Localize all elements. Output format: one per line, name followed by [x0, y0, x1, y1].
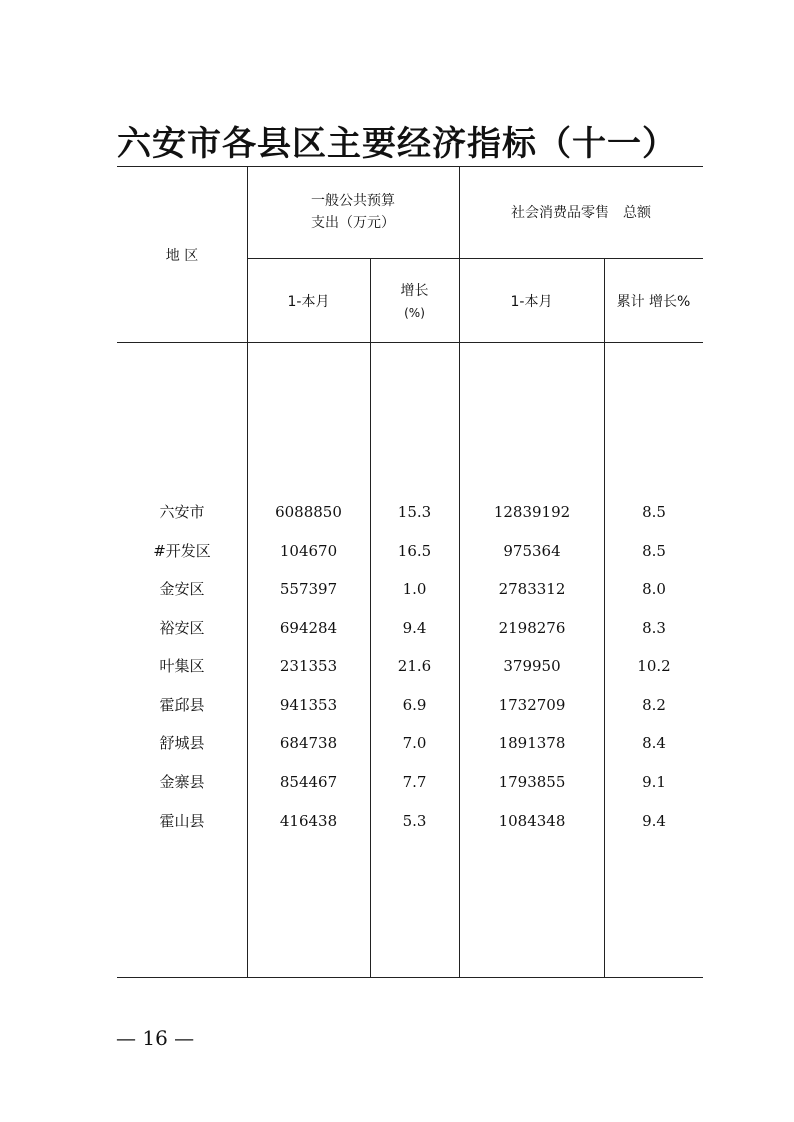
cell-region: #开发区	[153, 542, 211, 560]
cell-expenditure: 557397	[279, 580, 338, 598]
cell-region: 叶集区	[159, 657, 205, 675]
table-row	[117, 541, 703, 580]
cell-retail: 12839192	[493, 503, 571, 521]
cell-expenditure: 231353	[279, 657, 338, 675]
header-expenditure-group	[247, 190, 459, 234]
table-row	[117, 733, 703, 772]
cell-region: 霍山县	[159, 812, 205, 830]
cell-retail-growth: 8.0	[642, 580, 666, 598]
cell-expenditure: 854467	[279, 773, 338, 791]
header-expenditure-line1: 一般公共预算	[311, 193, 395, 209]
cell-expenditure-growth: 7.0	[402, 734, 427, 752]
cell-retail-growth: 9.4	[642, 812, 666, 830]
cell-region: 六安市	[159, 503, 205, 521]
cell-expenditure-growth: 1.0	[402, 580, 427, 598]
cell-retail-growth: 8.3	[642, 619, 666, 637]
cell-retail: 2198276	[498, 619, 566, 637]
table-row	[117, 656, 703, 695]
cell-expenditure-growth: 6.9	[402, 696, 427, 714]
cell-retail-growth: 8.4	[642, 734, 666, 752]
cell-retail: 1891378	[498, 734, 566, 752]
table-row	[117, 502, 703, 541]
header-region: 地 区	[165, 248, 199, 264]
cell-retail: 2783312	[498, 580, 566, 598]
cell-expenditure-growth: 15.3	[397, 503, 432, 521]
cell-region: 金安区	[159, 580, 205, 598]
cell-expenditure-growth: 16.5	[397, 542, 432, 560]
cell-expenditure: 6088850	[275, 503, 342, 521]
cell-retail-growth: 9.1	[642, 773, 666, 791]
cell-retail-growth: 8.2	[642, 696, 666, 714]
cell-region: 霍邱县	[159, 696, 205, 714]
cell-region: 舒城县	[159, 734, 205, 752]
cell-retail: 1793855	[498, 773, 566, 791]
header-divider-rule	[247, 258, 703, 259]
table-row	[117, 618, 703, 657]
cell-region: 裕安区	[159, 619, 205, 637]
header-exp-growth-line2: (%)	[404, 306, 425, 320]
cell-retail: 1732709	[498, 696, 566, 714]
header-exp-growth-line1: 增长	[400, 283, 429, 299]
page-number: — 16 —	[116, 1026, 195, 1050]
cell-expenditure: 694284	[279, 619, 338, 637]
cell-retail: 379950	[503, 657, 561, 675]
cell-retail: 975364	[503, 542, 561, 560]
header-exp-month: 1-本月	[287, 294, 330, 310]
table-top-rule	[117, 166, 703, 167]
table-row	[117, 579, 703, 618]
cell-retail-growth: 10.2	[637, 657, 671, 675]
cell-expenditure: 104670	[279, 542, 338, 560]
cell-expenditure: 684738	[279, 734, 338, 752]
header-retail-growth: 累计 增长%	[616, 294, 691, 310]
cell-retail: 1084348	[498, 812, 566, 830]
header-retail-group: 社会消费品零售 总额	[511, 205, 651, 221]
cell-expenditure-growth: 9.4	[402, 619, 427, 637]
table-row	[117, 695, 703, 734]
header-bottom-rule	[117, 342, 703, 343]
table-row	[117, 772, 703, 811]
cell-retail-growth: 8.5	[642, 542, 666, 560]
table-bottom-rule	[117, 977, 703, 978]
cell-expenditure: 416438	[279, 812, 338, 830]
cell-expenditure-growth: 21.6	[397, 657, 432, 675]
cell-expenditure-growth: 7.7	[402, 773, 427, 791]
cell-expenditure-growth: 5.3	[402, 812, 427, 830]
table-row	[117, 811, 703, 850]
header-expenditure-line2: 支出（万元）	[311, 215, 395, 231]
cell-region: 金寨县	[159, 773, 205, 791]
cell-retail-growth: 8.5	[642, 503, 666, 521]
page-title: 六安市各县区主要经济指标（十一）	[117, 124, 677, 164]
cell-expenditure: 941353	[279, 696, 338, 714]
header-retail-month: 1-本月	[510, 294, 553, 310]
header-exp-growth	[370, 280, 459, 324]
